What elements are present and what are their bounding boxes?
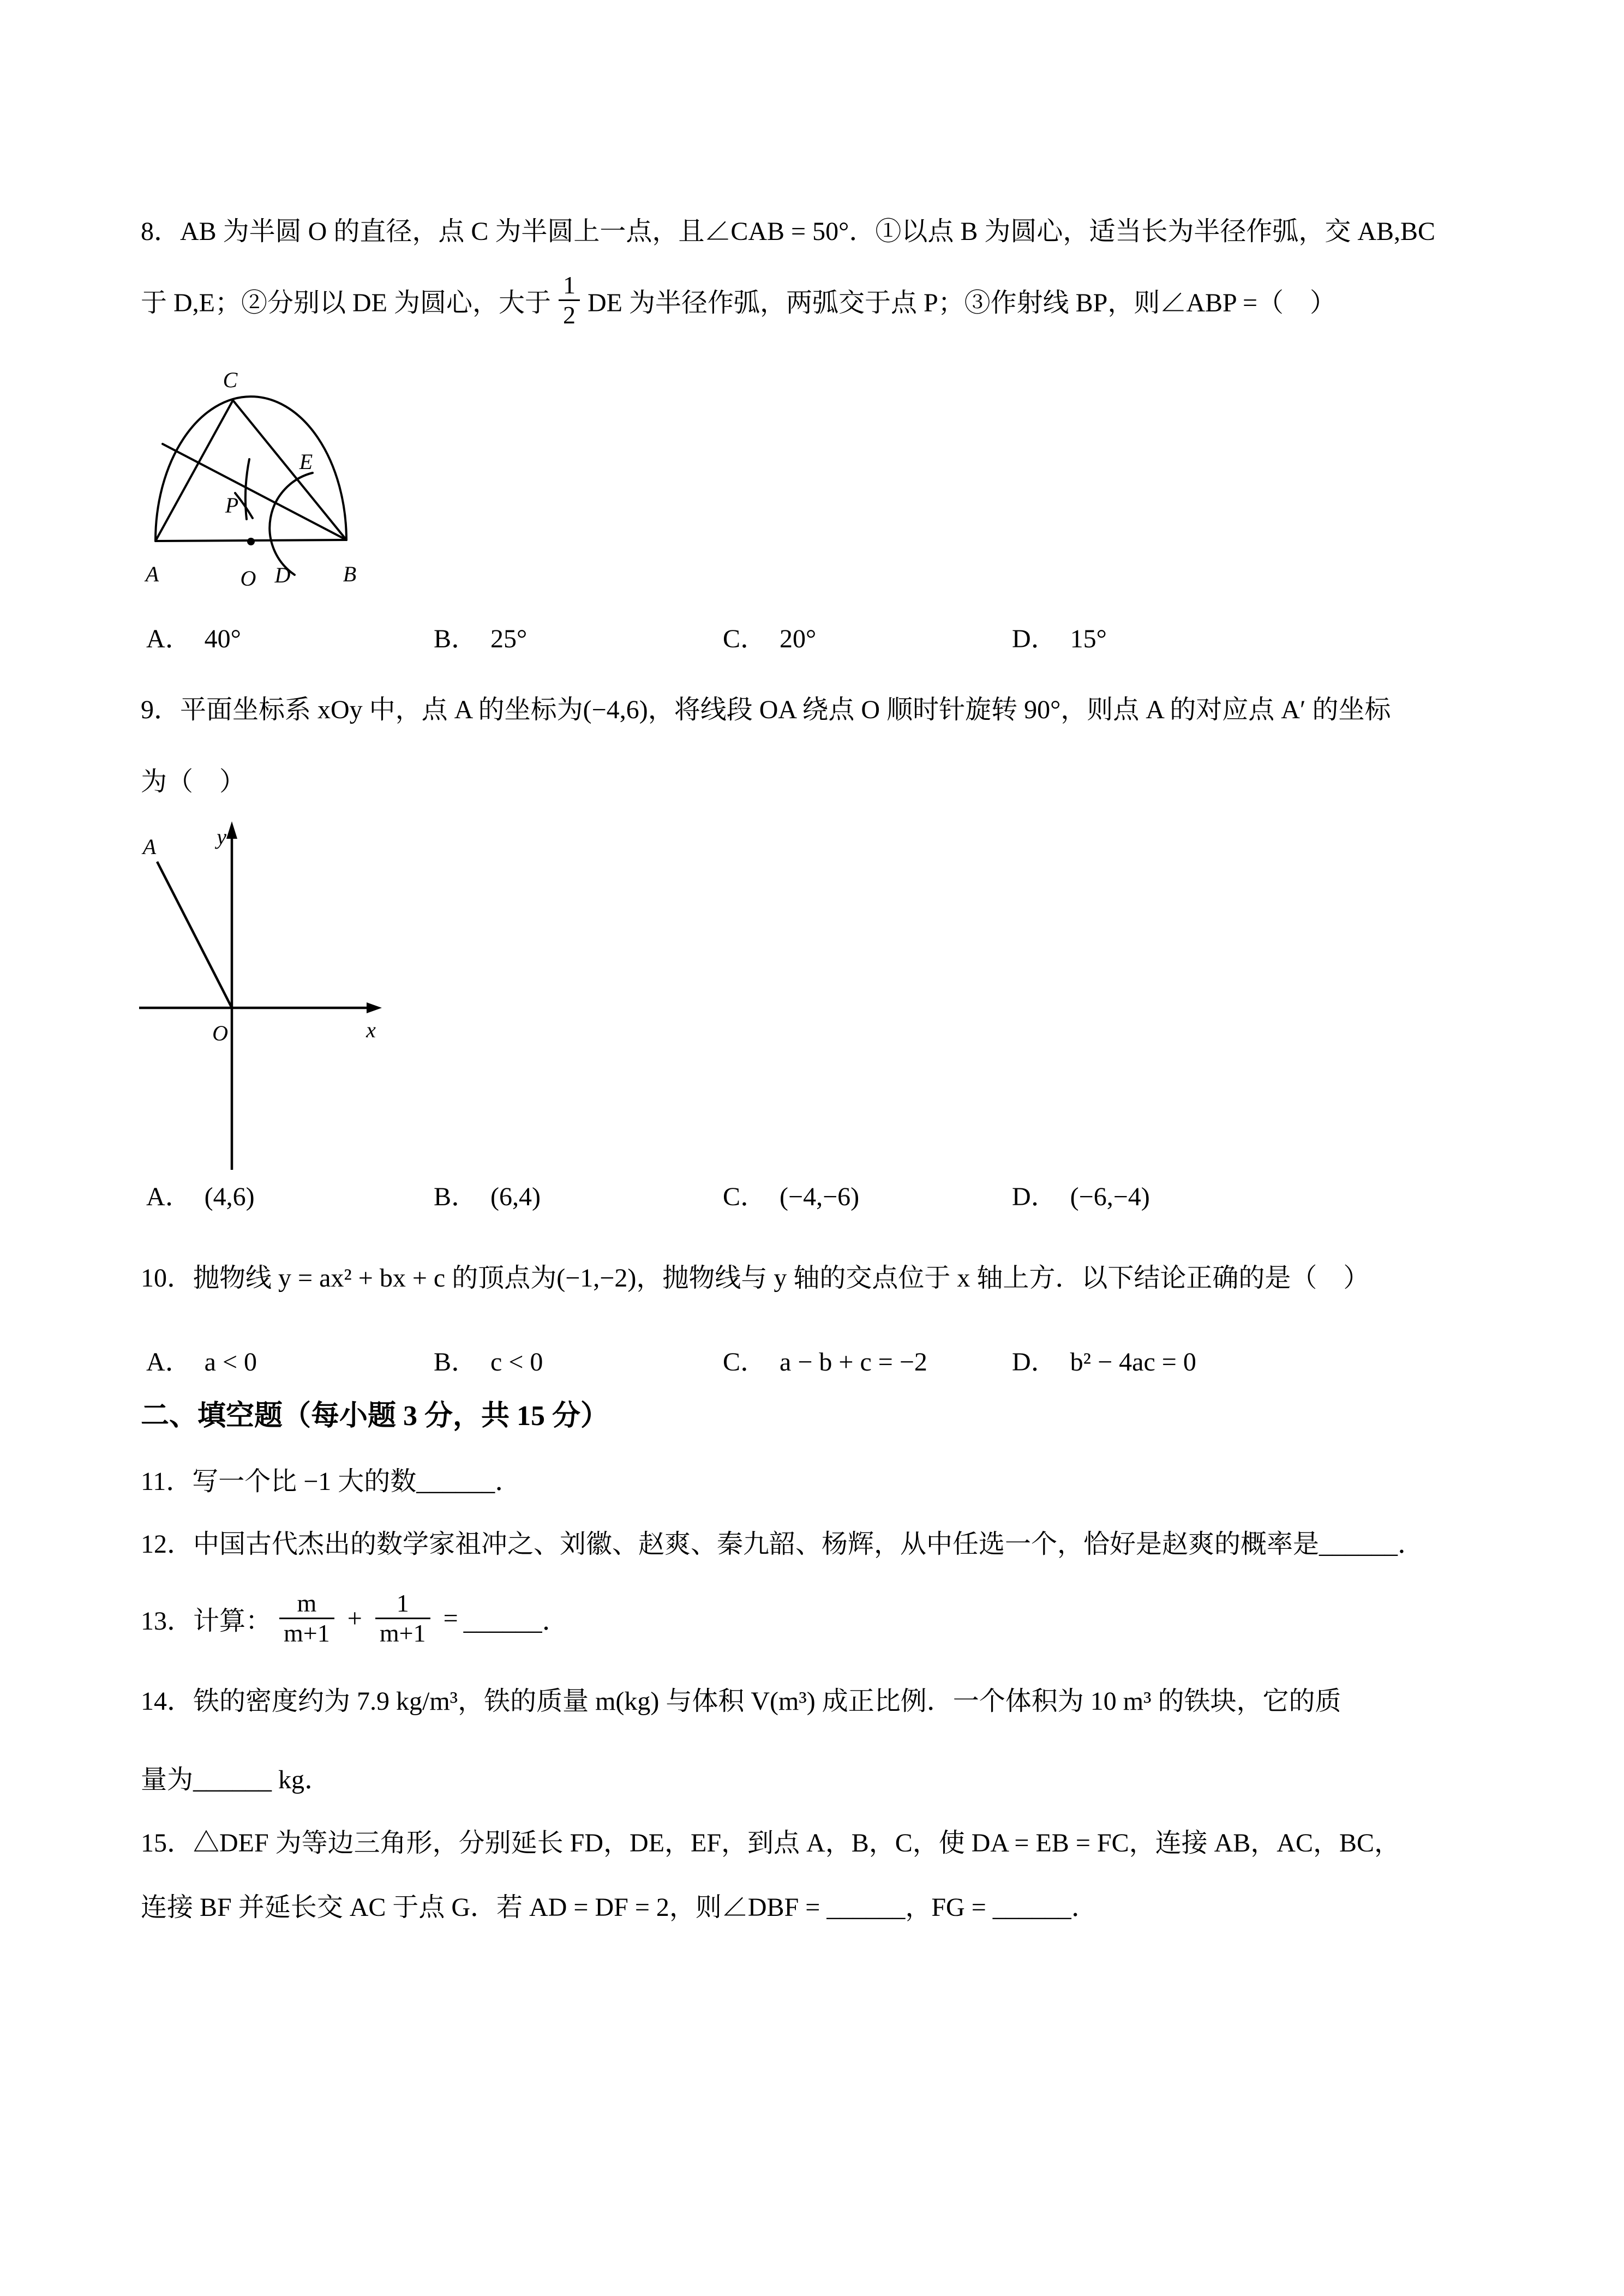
label-p: P — [225, 493, 239, 518]
label-o: O — [240, 566, 256, 591]
semicircle-arc — [155, 396, 346, 541]
q9-options — [0, 1175, 1624, 1215]
option-label: D． — [1012, 624, 1057, 653]
option-text: 40° — [204, 624, 241, 653]
q10-option-b — [434, 1341, 543, 1378]
option-text: c < 0 — [490, 1348, 543, 1377]
option-text: 25° — [490, 624, 528, 653]
q11-line1: 11．写一个比 −1 大的数______． — [141, 1467, 522, 1496]
label-c: C — [223, 368, 238, 392]
q10-option-a — [146, 1341, 257, 1378]
label-a: A — [142, 834, 157, 859]
q9-option-d — [1012, 1175, 1150, 1213]
chord-cb — [233, 400, 346, 540]
option-label: C． — [723, 624, 767, 653]
q13-prefix: 13．计算： — [141, 1607, 272, 1636]
q10-options — [0, 1341, 1624, 1380]
compass-arc-de — [269, 473, 313, 575]
q13-fraction-2 — [375, 1589, 430, 1647]
label-o: O — [212, 1021, 228, 1045]
option-text: (−4,−6) — [780, 1182, 860, 1211]
q9-option-b — [434, 1175, 541, 1213]
q15-line1: 15．△DEF 为等边三角形，分别延长 FD，DE，EF，到点 A，B，C，使 DA = EB = FC，连接 AB，AC，BC， — [141, 1829, 1400, 1858]
option-text: (6,4) — [490, 1182, 541, 1211]
q15-line2: 连接 BF 并延长交 AC 于点 G．若 AD = DF = 2，则∠DBF = ______，FG = ______． — [141, 1893, 1098, 1922]
option-text: 15° — [1070, 624, 1107, 653]
q8-option-d — [1012, 617, 1107, 655]
option-label: D． — [1012, 1182, 1057, 1211]
q10-option-c — [723, 1341, 927, 1378]
q14-line2: 量为______ kg． — [141, 1765, 331, 1794]
ray-bp — [163, 444, 346, 540]
q13-frac1-denominator: m+1 — [279, 1618, 334, 1648]
q8-figure-semicircle — [139, 361, 374, 596]
q8-fraction-one-half — [559, 271, 580, 329]
option-label: A． — [146, 624, 191, 653]
label-d: D — [274, 563, 291, 587]
option-label: B． — [434, 1182, 478, 1211]
q8-line2-pre: 于 D,E；②分别以 DE 为圆心，大于 — [141, 288, 551, 317]
q12-line1: 12．中国古代杰出的数学家祖冲之、刘徽、赵爽、秦九韶、杨辉，从中任选一个，恰好是赵爽的概率是______． — [141, 1530, 1424, 1559]
q8-option-a — [146, 617, 241, 655]
q9-option-a — [146, 1175, 255, 1213]
q9-figure-coordinate-plane — [135, 819, 397, 1179]
option-label: D． — [1012, 1348, 1057, 1377]
q13-fraction-1 — [279, 1589, 334, 1647]
option-label: B． — [434, 624, 478, 653]
option-label: A． — [146, 1348, 191, 1377]
q8-line2-post: DE 为半径作弧，两弧交于点 P；③作射线 BP，则∠ABP =（ ） — [587, 288, 1337, 317]
q8-line2 — [141, 263, 1336, 337]
q13-frac2-denominator: m+1 — [375, 1618, 430, 1648]
q8-option-c — [723, 617, 816, 655]
q13-line1 — [141, 1582, 568, 1655]
label-x: x — [366, 1018, 376, 1042]
label-y: y — [217, 825, 226, 849]
plus-sign: + — [347, 1604, 362, 1633]
center-dot-o — [247, 538, 255, 545]
q9-line1: 9．平面坐标系 xOy 中，点 A 的坐标为(−4,6)，将线段 OA 绕点 O 顺时针旋转 90°，则点 A 的对应点 A′ 的坐标 — [141, 695, 1391, 724]
label-b: B — [343, 562, 357, 586]
x-axis-arrow-icon — [367, 1002, 382, 1013]
option-label: C． — [723, 1182, 767, 1211]
option-text: (4,6) — [204, 1182, 255, 1211]
q13-frac1-numerator: m — [297, 1589, 317, 1618]
label-a: A — [145, 562, 159, 586]
option-text: b² − 4ac = 0 — [1070, 1348, 1196, 1377]
equals-sign: = — [443, 1604, 458, 1633]
segment-oa — [157, 862, 232, 1008]
q13-frac2-numerator: 1 — [396, 1589, 409, 1618]
option-label: B． — [434, 1348, 478, 1377]
q10-line1: 10．抛物线 y = ax² + bx + c 的顶点为(−1,−2)，抛物线与 y 轴的交点位于 x 轴上方．以下结论正确的是（ ） — [141, 1264, 1370, 1293]
q8-option-b — [434, 617, 527, 655]
q9-line2: 为（ ） — [141, 767, 246, 796]
option-label: A． — [146, 1182, 191, 1211]
q10-option-d — [1012, 1341, 1196, 1378]
option-label: C． — [723, 1348, 767, 1377]
option-text: (−6,−4) — [1070, 1182, 1150, 1211]
q8-line1: 8．AB 为半圆 O 的直径，点 C 为半圆上一点，且∠CAB = 50°．①以点 B 为圆心，适当长为半径作弧，交 AB,BC — [141, 217, 1436, 246]
option-text: a < 0 — [204, 1348, 257, 1377]
option-text: a − b + c = −2 — [780, 1348, 927, 1377]
q8-frac-numerator: 1 — [562, 271, 576, 299]
q14-line1: 14．铁的密度约为 7.9 kg/m³，铁的质量 m(kg) 与体积 V(m³) 成正比例．一个体积为 10 m³ 的铁块，它的质 — [141, 1687, 1341, 1716]
q8-frac-denominator: 2 — [559, 299, 580, 329]
section-2-header: 二、填空题（每小题 3 分，共 15 分） — [141, 1401, 609, 1432]
option-text: 20° — [780, 624, 817, 653]
q8-options — [0, 617, 1624, 657]
y-axis-arrow-icon — [226, 821, 237, 839]
label-e: E — [299, 449, 313, 474]
q9-option-c — [723, 1175, 859, 1213]
q13-answer-blank: ______． — [463, 1607, 568, 1636]
